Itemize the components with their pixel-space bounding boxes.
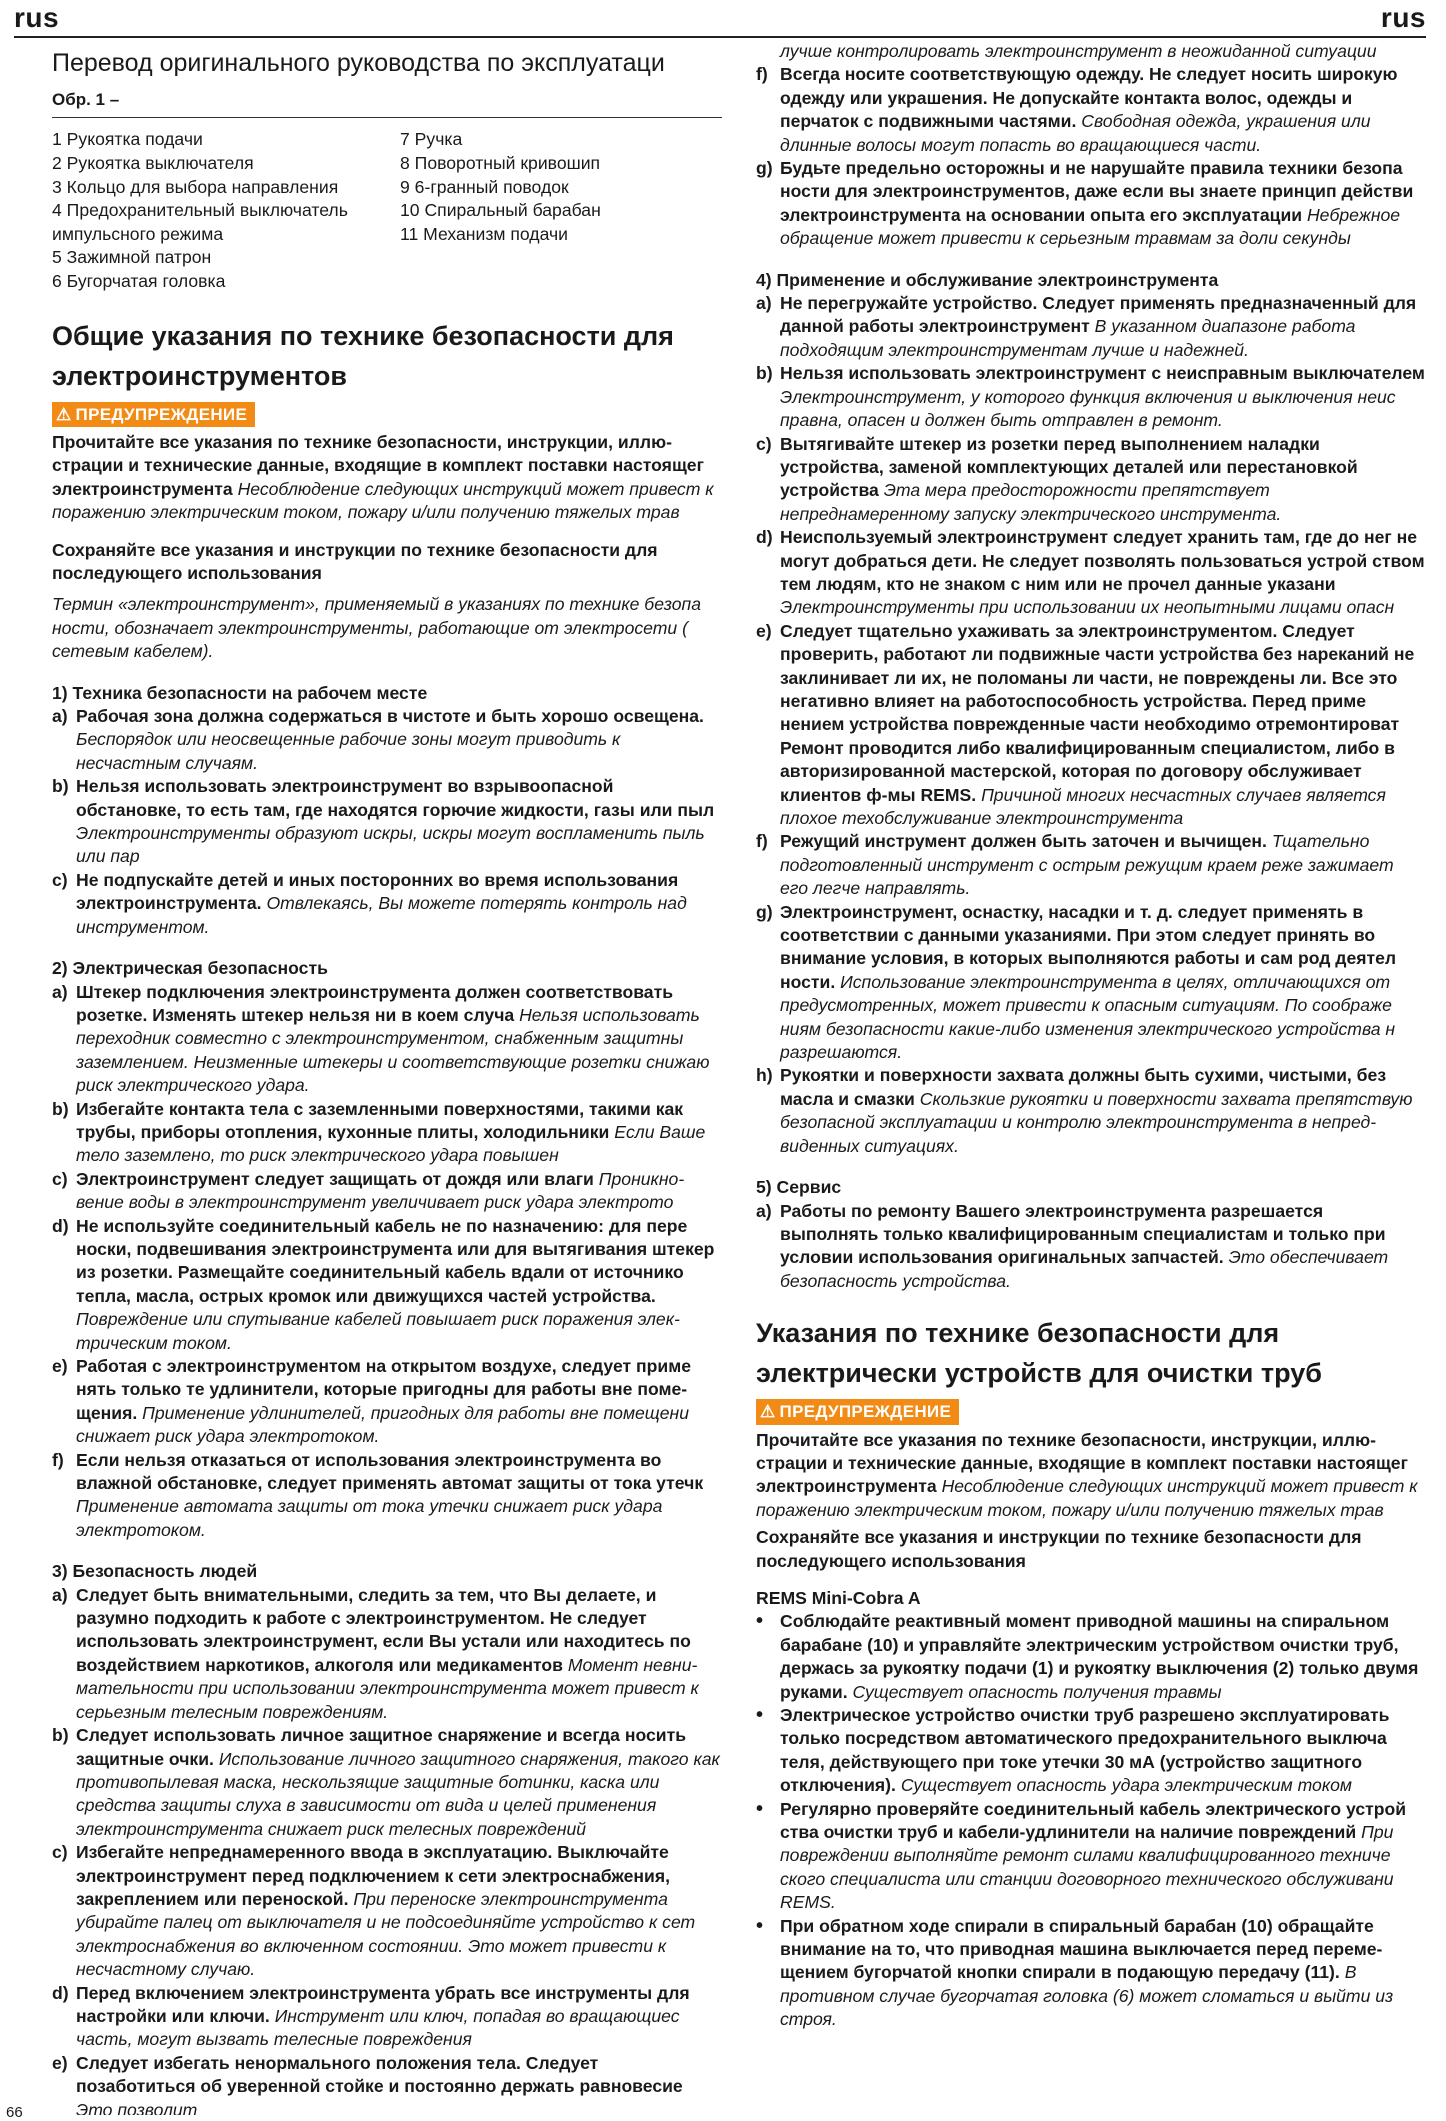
item-italic-text: Небрежное обращение может привести к серьезным травмам за доли секунды bbox=[780, 204, 1401, 249]
part-item: 4 Предохранительный выключатель bbox=[52, 200, 348, 221]
item-label: b) bbox=[52, 1098, 69, 1119]
item-bold-text: Неиспользуемый электроинструмент следует хранить там, где до нег не могут добраться дети. Не следует позволять пользоваться устрой ством тем людям, кто не знаком с ним или не прочел данные указани bbox=[780, 527, 1425, 594]
item-label: d) bbox=[52, 1215, 69, 1236]
section-3-list bbox=[52, 1584, 722, 2115]
list-item bbox=[52, 1355, 722, 1449]
list-item bbox=[756, 526, 1426, 620]
page-title: Перевод оригинального руководства по эксплуатаци bbox=[52, 49, 665, 77]
item-bold-text: Перед включением электроинструмента убрать все инструменты для настройки или ключи. bbox=[76, 1982, 690, 2026]
bullet-italic-text: Существует опасность удара электрическим током bbox=[900, 1775, 1352, 1796]
list-item bbox=[52, 1449, 722, 1543]
list-item bbox=[52, 1098, 722, 1168]
item-label: h) bbox=[756, 1065, 773, 1086]
bullet-item bbox=[756, 1610, 1426, 1704]
item-label: a) bbox=[52, 981, 68, 1002]
item-bold-text: Электроинструмент, оснастку, насадки и т. д. следует применять в соответствии с данными указаниями. При этом следует принять во внимание условия, в которых выполняются работы и сам род деятел ности. bbox=[780, 901, 1397, 992]
part-item: 6 Бугорчатая головка bbox=[52, 270, 226, 291]
bullet-item bbox=[756, 1704, 1426, 1798]
item-label: g) bbox=[756, 158, 773, 179]
item-label: b) bbox=[52, 1725, 69, 1746]
item-italic-text: Нельзя использовать переходник совместно с электроинструментом, снабженным защитны заземлением. Неизменные штекеры и соответствующие розетки снижаю риск электрического удара. bbox=[76, 1004, 710, 1096]
item-italic-text: Беспорядок или неосвещенные рабочие зоны могут приводить к несчастным случаям. bbox=[76, 729, 621, 773]
list-item bbox=[52, 1215, 722, 1355]
parts-list bbox=[52, 128, 722, 293]
item-bold-text: Работая с электроинструментом на открытом воздухе, следует приме нять только те удлинители, которые пригодны для работы вне помещения. bbox=[76, 1356, 691, 1423]
right-column bbox=[756, 40, 1426, 2070]
list-item bbox=[756, 63, 1426, 157]
item-italic-text: Если Ваше тело заземлено, то риск электрического удара повышен bbox=[76, 1121, 706, 1166]
list-item bbox=[756, 362, 1426, 432]
item-label: f) bbox=[756, 831, 768, 852]
item-italic-text: Это позволит bbox=[76, 2099, 198, 2115]
item-bold-text: Вытягивайте штекер из розетки перед выполнением наладки устройства, заменой комплектующих деталей или перестановкой устройства bbox=[780, 433, 1358, 501]
item-italic-text: Инструмент или ключ, попадая во вращающиес часть, могут вызвать телесные повреждения bbox=[76, 2005, 680, 2050]
section-3-continued-list bbox=[756, 63, 1426, 250]
item-bold-text: Следует избегать ненормального положения тела. Следует позаботиться об уверенной стойке и постоянно держать равновесие bbox=[76, 2052, 683, 2097]
item-italic-text: При переноске электроинструмента убирайте палец от выключателя и не подсоединяйте устройство к сет электроснабжения во включенном состоянии. Это может привести к несчастному случаю. bbox=[76, 1888, 696, 1980]
bullet-bold-text: Соблюдайте реактивный момент приводной машины на спиральном барабане (10) и управляйте электрическим устройством очистки труб, держась за рукоятку подачи (1) и рукоятку выключения (2) только двумя руками. bbox=[780, 1611, 1419, 1702]
item-bold-text: Работы по ремонту Вашего электроинструмента разрешается выполнять только квалифицированным специалистам и только при условии использования оригинальных запчастей. bbox=[780, 1200, 1386, 1268]
keep-instructions: Сохраняйте все указания и инструкции по технике безопасности для последующего использования bbox=[756, 1527, 1362, 1571]
keep-instructions: Сохраняйте все указания и инструкции по технике безопасности для последующего использования bbox=[52, 539, 658, 583]
item-bold-text: Будьте предельно осторожны и не нарушайте правила техники безопа ности для электроинструментов, даже если вы знаете принцип действи электроинструмента на основании опыта его эксплуатации bbox=[780, 158, 1414, 225]
item-bold-text: Электроинструмент следует защищать от дождя или влаги bbox=[76, 1168, 594, 1189]
header-lang-left: rus bbox=[14, 2, 60, 33]
item-italic-text: Повреждение или спутывание кабелей повышает риск поражения электрическим током. bbox=[76, 1309, 680, 1353]
list-item bbox=[756, 620, 1426, 831]
item-label: f) bbox=[52, 1449, 64, 1470]
part-item: 9 6-гранный поводок bbox=[400, 176, 569, 197]
section-1-heading: 1) Техника безопасности на рабочем месте bbox=[52, 682, 428, 703]
item-italic-text: Скользкие рукоятки и поверхности захвата препятствую безопасной эксплуатации и контролю электроинструмента в непредвиденных ситуациях. bbox=[780, 1088, 1413, 1156]
item-bold-text: Рукоятки и поверхности захвата должны быть сухими, чистыми, без масла и смазки bbox=[780, 1065, 1387, 1109]
item-label: a) bbox=[52, 1584, 68, 1605]
item-label: a) bbox=[756, 1200, 772, 1221]
item-italic-text: В указанном диапазоне работа подходящим электроинструментам лучше и надежней. bbox=[780, 316, 1356, 360]
item-italic-text: Причиной многих несчастных случаев является плохое техобслуживание электроинструмента bbox=[780, 784, 1386, 828]
item-bold-text: Нельзя использовать электроинструмент во взрывоопасной обстановке, то есть там, где находятся горючие жидкости, газы или пыл bbox=[76, 776, 715, 820]
bullet-list bbox=[756, 1610, 1426, 2031]
bullet-icon: • bbox=[756, 1914, 764, 1937]
part-item: 11 Механизм подачи bbox=[400, 223, 568, 244]
item-label: c) bbox=[756, 433, 772, 454]
intro-paragraph: Прочитайте все указания по технике безопасности, инструкции, иллюстрации и технические данные, входящие в комплект поставки настоящег электроинструмента Несоблюдение следующих инструкций может привест к поражению электрическим током, пожару и/или получению тяжелых трав bbox=[756, 1429, 1418, 1520]
list-item bbox=[756, 292, 1426, 362]
item-label: a) bbox=[756, 293, 772, 314]
model-name: REMS Mini-Cobra A bbox=[756, 1587, 921, 1608]
bullet-bold-text: При обратном ходе спирали в спиральный барабан (10) обращайте внимание на то, что приводная машина выключается перед перемещением бугорчатой кнопки спирали в подающую передачу (11). bbox=[780, 1915, 1383, 1983]
list-item bbox=[52, 981, 722, 1098]
bullet-italic-text: В противном случае бугорчатая головка (6) может сломаться и выйти из строя. bbox=[780, 1962, 1394, 2030]
bullet-italic-text: Существует опасность получения травмы bbox=[852, 1681, 1222, 1702]
item-italic-text: Отвлекаясь, Вы можете потерять контроль над инструментом. bbox=[76, 893, 687, 937]
bullet-bold-text: Регулярно проверяйте соединительный кабель электрического устрой ства очистки труб и кабели-удлинители на наличие повреждений bbox=[780, 1798, 1407, 1843]
list-item bbox=[756, 830, 1426, 900]
item-label: g) bbox=[756, 901, 773, 922]
item-label: c) bbox=[52, 1168, 68, 1189]
part-item bbox=[400, 270, 720, 294]
item-bold-text: Режущий инструмент должен быть заточен и вычищен. bbox=[780, 831, 1267, 852]
warning-badge: ⚠ ПРЕДУПРЕЖДЕНИЕ bbox=[756, 1399, 959, 1424]
section-2-list bbox=[52, 981, 722, 1543]
section-title-pipe-cleaning: Указания по технике безопасности для электрически устройств для очистки труб bbox=[756, 1318, 1322, 1389]
section-4-list bbox=[756, 292, 1426, 1158]
item-label: d) bbox=[756, 527, 773, 548]
item-bold-text: Избегайте контакта тела с заземленными поверхностями, такими как трубы, приборы отопления, кухонные плиты, холодильники bbox=[76, 1098, 684, 1142]
warning-icon: ⚠ bbox=[56, 404, 72, 424]
list-item bbox=[52, 1168, 722, 1215]
item-bold-text: Всегда носите соответствующую одежду. Не следует носить широкую одежду или украшения. Не допускайте контакта волос, одежды и перчаток с подвижными частями. bbox=[780, 64, 1398, 132]
list-item bbox=[52, 1841, 722, 1981]
header-lang-right: rus bbox=[1380, 2, 1426, 33]
header-rule bbox=[14, 36, 1426, 38]
list-item bbox=[52, 705, 722, 775]
item-bold-text: Следует использовать личное защитное снаряжение и всегда носить защитные очки. bbox=[76, 1725, 687, 1769]
part-item: 2 Рукоятка выключателя bbox=[52, 153, 254, 173]
list-item bbox=[52, 1982, 722, 2052]
item-italic-text: Применение автомата защиты от тока утечки снижает риск удара электротоком. bbox=[76, 1496, 663, 1540]
item-label: e) bbox=[52, 1356, 68, 1376]
item-bold-text: Избегайте непреднамеренного ввода в эксплуатацию. Выключайте электроинструмент перед подключением к сети электроснабжения, закреплением или переноской. bbox=[76, 1842, 671, 1909]
item-italic-text: Свободная одежда, украшения или длинные волосы могут попасть во вращающиеся части. bbox=[780, 111, 1371, 155]
item-bold-text: Не используйте соединительный кабель не по назначению: для пере носки, подвешивания электроинструмента или для вытягивания штекер из розетки. Размещайте соединительный кабель вдали от источнико тепла, масла, острых кромок или движущихся частей устройства. bbox=[76, 1215, 715, 1306]
item-label: e) bbox=[756, 620, 772, 641]
item-bold-text: Не подпускайте детей и иных посторонних во время использования электроинструмента. bbox=[76, 869, 679, 914]
item-label: c) bbox=[52, 869, 68, 890]
list-item bbox=[756, 157, 1426, 251]
section-4-heading: 4) Применение и обслуживание электроинструмента bbox=[756, 269, 1219, 290]
item-italic-text: Момент невнимательности при использовании электроинструмента может привест к серьезным телесным повреждениям. bbox=[76, 1654, 699, 1722]
item-italic-text: Проникновение воды в электроинструмент увеличивает риск удара электрото bbox=[76, 1168, 685, 1213]
list-item bbox=[52, 869, 722, 939]
item-label: b) bbox=[52, 776, 69, 797]
item-italic-text: Применение удлинителей, пригодных для работы вне помещени снижает риск удара электротоком. bbox=[76, 1402, 690, 1447]
list-item bbox=[756, 1064, 1426, 1158]
section-5-heading: 5) Сервис bbox=[756, 1177, 842, 1198]
item-italic-text: Это обеспечивает безопасность устройства. bbox=[780, 1247, 1389, 1291]
item-italic-text: Эта мера предосторожности препятствует непреднамеренному запуску электрического инструмента. bbox=[780, 480, 1282, 524]
bullet-italic-text: При повреждении выполняйте ремонт силами квалифицированного техниче ского специалиста или станции договорного технического обслуживани REMS. bbox=[780, 1822, 1394, 1913]
section-2-heading: 2) Электрическая безопасность bbox=[52, 958, 328, 979]
figure-label: Обр. 1 – bbox=[52, 90, 120, 109]
section-title-general: Общие указания по технике безопасности для электроинструментов bbox=[52, 320, 674, 391]
warning-badge: ⚠ ПРЕДУПРЕЖДЕНИЕ bbox=[52, 402, 255, 427]
bullet-item bbox=[756, 1915, 1426, 2032]
item-bold-text: Если нельзя отказаться от использования электроинструмента во влажной обстановке, следует применять автомат защиты от тока утечк bbox=[76, 1449, 704, 1494]
item-italic-text: Электроинструменты образуют искры, искры могут воспламенить пыль или пар bbox=[76, 823, 705, 867]
part-item: 1 Рукоятка подачи bbox=[52, 129, 203, 150]
list-item bbox=[756, 1200, 1426, 1294]
item-italic-text: Электроинструменты при использовании их неопытными лицами опасн bbox=[780, 597, 1395, 618]
item-label: f) bbox=[756, 64, 768, 85]
item-italic-text: Тщательно подготовленный инструмент с острым режущим краем реже зажимает его легче направлять. bbox=[780, 831, 1394, 899]
left-column bbox=[52, 40, 722, 2115]
part-item: 7 Ручка bbox=[400, 129, 463, 150]
list-item bbox=[52, 1724, 722, 1841]
item-label: d) bbox=[52, 1982, 69, 2003]
item-bold-text: Рабочая зона должна содержаться в чистоте и быть хорошо освещена. bbox=[76, 706, 704, 727]
item-bold-text: Нельзя использовать электроинструмент с неисправным выключателем bbox=[780, 363, 1425, 384]
part-item: 5 Зажимной патрон bbox=[52, 247, 212, 268]
page-number: 66 bbox=[6, 2104, 23, 2121]
list-item bbox=[756, 433, 1426, 527]
item-italic-text: Электроинструмент, у которого функция включения и выключения неис правна, опасен и должен быть отправлен в ремонт. bbox=[780, 386, 1396, 431]
part-item: 3 Кольцо для выбора направления bbox=[52, 176, 339, 197]
bullet-bold-text: Электрическое устройство очистки труб разрешено эксплуатировать только посредством автоматического предохранительного выключа теля, действующего при токе утечки 30 мА (устройство защитного отключения). bbox=[780, 1705, 1390, 1796]
part-item: импульсного режима bbox=[52, 223, 224, 244]
warning-icon: ⚠ bbox=[760, 1402, 776, 1422]
part-item: 10 Спиральный барабан bbox=[400, 200, 601, 221]
item-label: b) bbox=[756, 363, 773, 384]
item-bold-text: Следует тщательно ухаживать за электроинструментом. Следует проверить, работают ли подвижные части устройства без нареканий не заклинивает ли их, не поломаны ли части, не повреждены ли. Все это негативно влияет на работоспособность устройства. Перед приме нением устройства поврежденные части необходимо отремонтироват Ремонт проводится либо квалифицированным специалистом, либо в авторизированной мастерской, которая по договору обслуживает клиентов ф-мы REMS. bbox=[780, 620, 1415, 805]
intro-paragraph: Прочитайте все указания по технике безопасности, инструкции, иллюстрации и технические данные, входящие в комплект поставки настоящег электроинструмента Несоблюдение следующих инструкций может привест к поражению электрическим током, пожару и/или получению тяжелых трав bbox=[52, 431, 714, 523]
list-item bbox=[52, 1584, 722, 1724]
divider bbox=[52, 117, 722, 118]
section-1-list bbox=[52, 705, 722, 939]
list-item bbox=[52, 2052, 722, 2115]
term-definition: Термин «электроинструмент», применяемый в указаниях по технике безопа ности, обозначает электроинструменты, работающие от электросети ( сетевым кабелем). bbox=[52, 594, 702, 662]
item-italic-text: Использование личного защитного снаряжения, такого как противопылевая маска, нескользящие защитные ботинки, каска или средства защиты слуха в зависимости от вида и целей применения электроинструмента снижает риск телесных повреждений bbox=[76, 1748, 720, 1839]
section-5-list bbox=[756, 1200, 1426, 1294]
item-bold-text: Штекер подключения электроинструмента должен соответствовать розетке. Изменять штекер нельзя ни в коем случа bbox=[76, 981, 674, 1025]
item-label: c) bbox=[52, 1842, 68, 1863]
list-item bbox=[52, 775, 722, 869]
section-3-heading: 3) Безопасность людей bbox=[52, 1561, 258, 1582]
item-label: e) bbox=[52, 2052, 68, 2073]
bullet-icon: • bbox=[756, 1797, 764, 1820]
part-item bbox=[400, 246, 720, 270]
list-item bbox=[756, 901, 1426, 1065]
item-bold-text: Следует быть внимательными, следить за тем, что Вы делаете, и разумно подходить к работе с электроинструментом. Не следует использовать электроинструмент, если Вы устали или находитесь по воздействием наркотиков, алкоголя или медикаментов bbox=[76, 1584, 691, 1675]
item-bold-text: Не перегружайте устройство. Следует применять предназначенный для данной работы электроинструмент bbox=[780, 293, 1417, 337]
bullet-icon: • bbox=[756, 1610, 764, 1633]
item-label: a) bbox=[52, 706, 68, 727]
part-item: 8 Поворотный кривошип bbox=[400, 153, 601, 173]
bullet-item bbox=[756, 1798, 1426, 1915]
continued-text: лучше контролировать электроинструмент в неожиданной ситуации bbox=[780, 41, 1377, 61]
item-italic-text: Использование электроинструмента в целях, отличающихся от предусмотренных, может привести к опасным ситуациям. По соображе ниям безопасности какие-либо изменения электрического устройства н разрешаются. bbox=[780, 971, 1396, 1063]
bullet-icon: • bbox=[756, 1704, 764, 1726]
